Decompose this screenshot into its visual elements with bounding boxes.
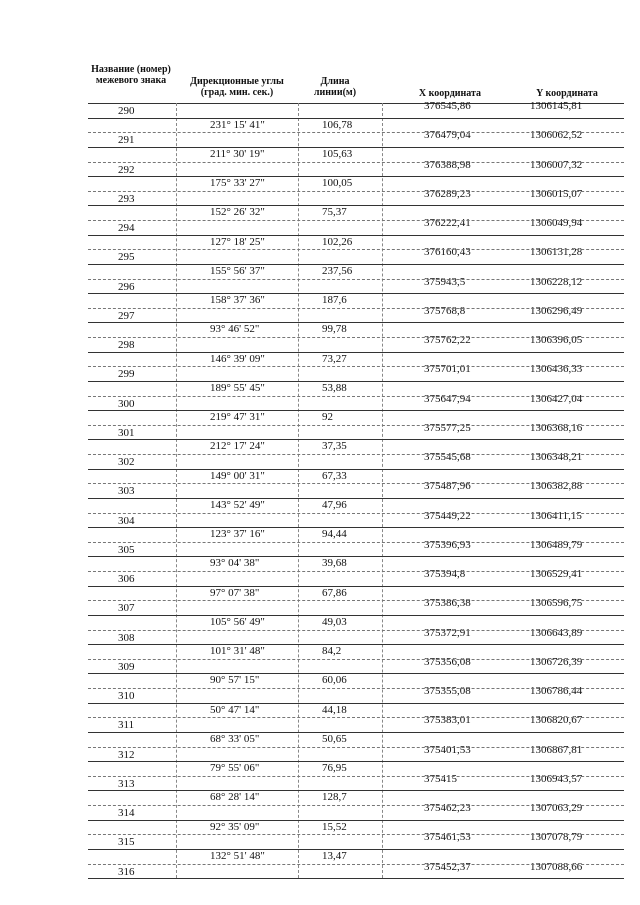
point-x: 375545,68	[424, 451, 471, 463]
row-rule	[88, 615, 624, 616]
segment-angle: 68° 33' 05"	[210, 732, 260, 745]
segment-length: 44,18	[322, 703, 347, 716]
header-angle: Дирекционные углы (град. мин. сек.)	[190, 76, 284, 98]
segment-length: 128,7	[322, 791, 347, 804]
point-y: 1306062,52	[530, 129, 583, 142]
point-name: 302	[118, 456, 135, 468]
segment-angle: 149° 00' 31"	[210, 469, 265, 482]
segment-length: 92	[322, 411, 333, 424]
row-rule	[88, 293, 624, 294]
point-x: 375356,08	[424, 655, 471, 668]
segment-rule	[88, 747, 624, 748]
segment-length: 47,96	[322, 498, 347, 511]
point-name: 311	[118, 719, 135, 732]
point-y: 1306867,81	[530, 743, 583, 756]
point-y: 1306596,75	[530, 597, 583, 610]
row-rule	[88, 381, 624, 382]
point-name: 310	[118, 690, 135, 702]
segment-angle: 146° 39' 09"	[210, 352, 265, 365]
point-name: 303	[118, 485, 135, 498]
point-name: 312	[118, 748, 135, 761]
point-x: 375396,93	[424, 538, 471, 551]
point-y: 1306382,88	[530, 480, 583, 493]
segment-angle: 143° 52' 49"	[210, 498, 265, 511]
segment-angle: 68° 28' 14"	[210, 791, 260, 804]
segment-length: 37,35	[322, 440, 347, 453]
point-name: 292	[118, 163, 135, 176]
point-y: 1306489,79	[530, 538, 583, 551]
segment-angle: 158° 37' 36"	[210, 294, 265, 307]
point-x: 375487,96	[424, 480, 471, 493]
segment-rule	[88, 337, 624, 338]
point-x: 375461,53	[424, 831, 471, 844]
segment-angle: 93° 04' 38"	[210, 557, 260, 570]
segment-rule	[88, 279, 624, 280]
point-x: 376289,23	[424, 187, 471, 200]
point-x: 375647,94	[424, 392, 471, 405]
segment-angle: 212° 17' 24"	[210, 440, 265, 453]
row-rule	[88, 205, 624, 206]
point-y: 1306348,21	[530, 451, 583, 463]
header-length: Длина линии(м)	[313, 76, 357, 98]
segment-length: 75,37	[322, 206, 347, 219]
point-x: 375768,8	[424, 304, 466, 317]
row-rule	[88, 176, 624, 177]
segment-length: 99,78	[322, 323, 347, 336]
segment-length: 237,56	[322, 264, 353, 277]
segment-angle: 155° 56' 37"	[210, 264, 265, 277]
row-rule	[88, 527, 624, 528]
point-name: 306	[118, 573, 135, 585]
point-x: 375449,22	[424, 509, 471, 522]
segment-length: 67,33	[322, 469, 347, 482]
row-rule	[88, 410, 624, 411]
point-y: 1306296,49	[530, 304, 583, 317]
row-rule	[88, 118, 624, 119]
point-x: 376479,04	[424, 129, 471, 142]
point-y: 1306007,32	[530, 158, 583, 171]
segment-angle: 219° 47' 31"	[210, 411, 265, 424]
point-x: 375355,08	[424, 685, 471, 697]
segment-rule	[88, 571, 624, 572]
segment-angle: 50° 47' 14"	[210, 703, 260, 716]
segment-rule	[88, 659, 624, 660]
point-x: 376545,86	[424, 100, 471, 112]
point-y: 1306015,07	[530, 187, 583, 200]
point-x: 375386,38	[424, 597, 471, 610]
point-name: 290	[118, 105, 135, 117]
segment-length: 106,78	[322, 118, 353, 131]
segment-rule	[88, 308, 624, 309]
segment-length: 67,86	[322, 586, 347, 599]
row-rule	[88, 469, 624, 470]
point-x: 375383,01	[424, 714, 471, 727]
segment-rule	[88, 630, 624, 631]
point-y: 1306427,04	[530, 392, 583, 405]
row-rule	[88, 790, 624, 791]
segment-length: 94,44	[322, 528, 347, 541]
point-name: 304	[118, 514, 135, 527]
point-name: 313	[118, 777, 135, 790]
point-name: 293	[118, 192, 135, 205]
point-y: 1306529,41	[530, 568, 583, 580]
segment-length: 53,88	[322, 381, 347, 394]
point-name: 294	[118, 222, 135, 234]
segment-rule	[88, 483, 624, 484]
point-name: 298	[118, 339, 135, 351]
segment-rule	[88, 132, 624, 133]
point-y: 1306820,67	[530, 714, 583, 727]
segment-rule	[88, 454, 624, 455]
segment-rule	[88, 396, 624, 397]
point-name: 297	[118, 309, 135, 322]
segment-angle: 90° 57' 15"	[210, 674, 260, 687]
point-y: 1307063,29	[530, 802, 583, 814]
segment-length: 60,06	[322, 674, 347, 687]
point-y: 1306396,05	[530, 334, 583, 346]
segment-angle: 152° 26' 32"	[210, 206, 265, 219]
segment-length: 39,68	[322, 557, 347, 570]
segment-angle: 175° 33' 27"	[210, 177, 265, 190]
segment-length: 15,52	[322, 820, 347, 833]
segment-length: 50,65	[322, 732, 347, 745]
point-y: 1306145,81	[530, 100, 583, 112]
segment-rule	[88, 600, 624, 601]
segment-length: 105,63	[322, 147, 353, 160]
row-rule	[88, 849, 624, 850]
point-x: 375462,23	[424, 802, 471, 814]
header-y: Y координата	[536, 88, 598, 99]
point-x: 376388,98	[424, 158, 471, 171]
point-y: 1306411,15	[530, 509, 582, 522]
point-name: 299	[118, 368, 135, 381]
segment-rule	[88, 162, 624, 163]
segment-length: 76,95	[322, 762, 347, 775]
point-y: 1306726,39	[530, 655, 583, 668]
header-x: X координата	[418, 88, 482, 99]
segment-angle: 101° 31' 48"	[210, 645, 265, 658]
segment-rule	[88, 513, 624, 514]
row-rule	[88, 878, 624, 879]
point-name: 300	[118, 397, 135, 410]
point-y: 1306368,16	[530, 421, 583, 434]
segment-angle: 93° 46' 52"	[210, 323, 260, 336]
segment-angle: 132° 51' 48"	[210, 849, 265, 862]
segment-length: 13,47	[322, 849, 347, 862]
segment-rule	[88, 717, 624, 718]
segment-rule	[88, 220, 624, 221]
point-y: 1306131,28	[530, 246, 583, 259]
point-name: 315	[118, 836, 135, 849]
row-rule	[88, 264, 624, 265]
point-y: 1306049,94	[530, 217, 583, 229]
segment-angle: 97° 07' 38"	[210, 586, 260, 599]
segment-rule	[88, 191, 624, 192]
row-rule	[88, 586, 624, 587]
point-y: 1307088,66	[530, 860, 583, 873]
row-rule	[88, 556, 624, 557]
point-x: 375943,5	[424, 275, 466, 288]
row-rule	[88, 644, 624, 645]
segment-rule	[88, 425, 624, 426]
row-rule	[88, 820, 624, 821]
point-name: 316	[118, 865, 135, 878]
point-name: 308	[118, 631, 135, 644]
segment-angle: 231° 15' 41"	[210, 118, 265, 131]
row-rule	[88, 732, 624, 733]
point-name: 314	[118, 807, 135, 819]
row-rule	[88, 439, 624, 440]
point-y: 1306228,12	[530, 275, 583, 288]
segment-length: 49,03	[322, 615, 347, 628]
segment-angle: 189° 55' 45"	[210, 381, 265, 394]
segment-length: 84,2	[322, 645, 342, 658]
point-x: 375452,37	[424, 860, 471, 873]
point-name: 301	[118, 426, 135, 439]
point-y: 1306643,89	[530, 626, 583, 639]
point-x: 375577,25	[424, 421, 471, 434]
point-name: 305	[118, 543, 135, 556]
segment-angle: 105° 56' 49"	[210, 615, 265, 628]
header-name: Название (номер) межевого знака	[91, 64, 171, 86]
segment-angle: 79° 55' 06"	[210, 762, 260, 775]
row-rule	[88, 147, 624, 148]
row-rule	[88, 498, 624, 499]
row-rule	[88, 352, 624, 353]
point-y: 1306786,44	[530, 685, 583, 697]
row-rule	[88, 703, 624, 704]
segment-rule	[88, 776, 624, 777]
point-x: 375394,8	[424, 568, 466, 580]
segment-rule	[88, 688, 624, 689]
segment-rule	[88, 542, 624, 543]
row-rule	[88, 761, 624, 762]
row-rule	[88, 322, 624, 323]
point-x: 375415	[424, 772, 457, 785]
segment-length: 73,27	[322, 352, 347, 365]
point-x: 375762,22	[424, 334, 471, 346]
segment-angle: 92° 35' 09"	[210, 820, 260, 833]
segment-rule	[88, 805, 624, 806]
point-name: 307	[118, 602, 135, 615]
point-x: 376222,41	[424, 217, 471, 229]
point-name: 309	[118, 660, 135, 673]
point-name: 291	[118, 134, 135, 147]
point-x: 376160,43	[424, 246, 471, 259]
point-x: 375372,91	[424, 626, 471, 639]
segment-rule	[88, 249, 624, 250]
point-name: 295	[118, 251, 135, 264]
row-rule	[88, 673, 624, 674]
point-x: 375701,01	[424, 363, 471, 376]
segment-length: 100,05	[322, 177, 353, 190]
point-x: 375401,53	[424, 743, 471, 756]
segment-angle: 211° 30' 19"	[210, 147, 265, 160]
point-name: 296	[118, 280, 135, 293]
point-y: 1306436,33	[530, 363, 583, 376]
segment-angle: 123° 37' 16"	[210, 528, 265, 541]
row-rule	[88, 235, 624, 236]
segment-length: 187,6	[322, 294, 347, 307]
point-y: 1306943,57	[530, 772, 583, 785]
segment-rule	[88, 834, 624, 835]
segment-rule	[88, 366, 624, 367]
segment-length: 102,26	[322, 235, 353, 248]
segment-angle: 127° 18' 25"	[210, 235, 265, 248]
point-y: 1307078,79	[530, 831, 583, 844]
segment-rule	[88, 864, 624, 865]
